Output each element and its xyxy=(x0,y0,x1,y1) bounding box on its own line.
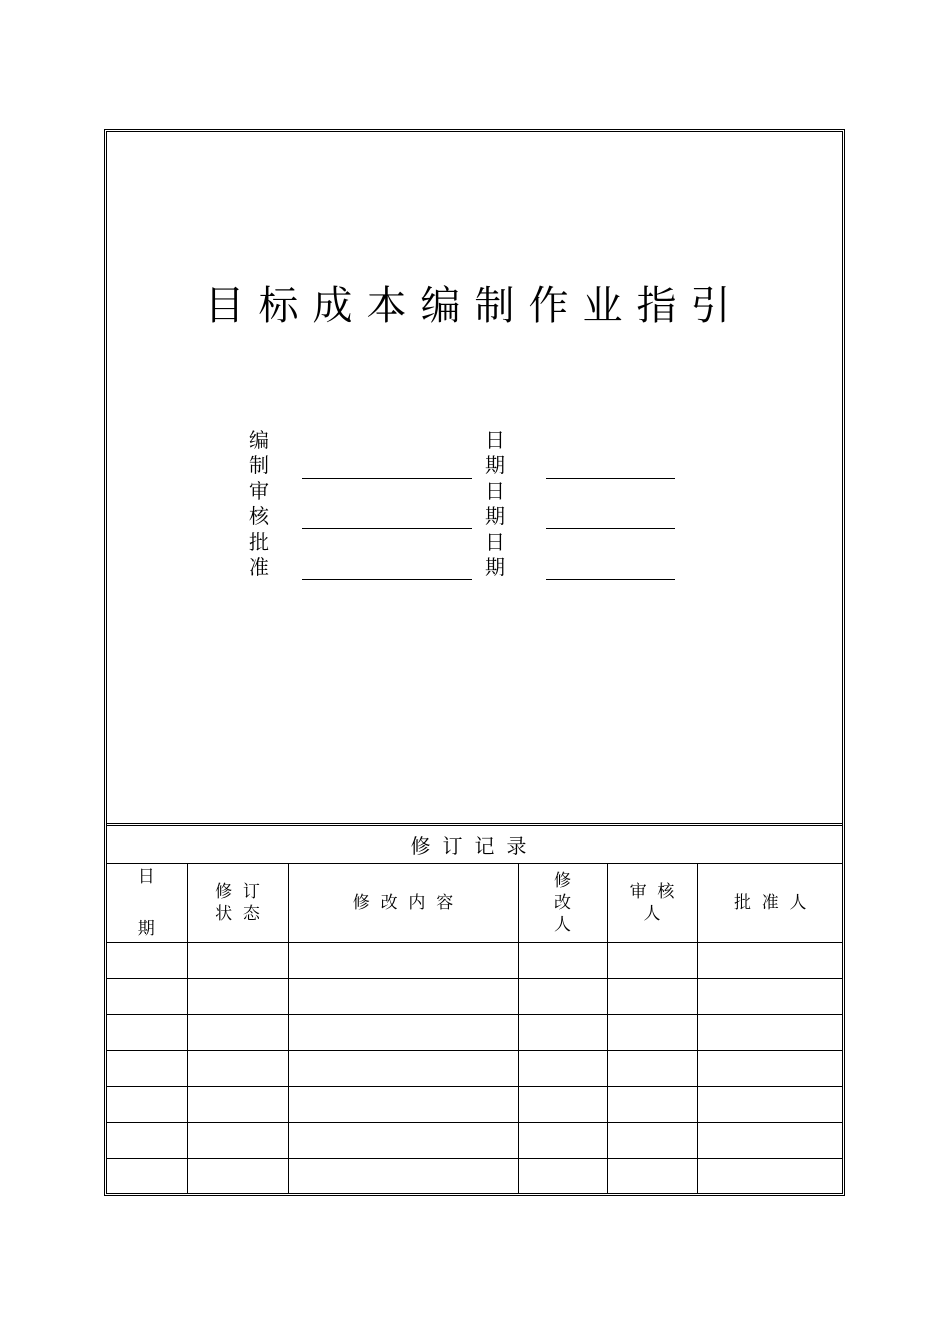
cell-approver[interactable] xyxy=(697,979,843,1015)
cell-revision-status[interactable] xyxy=(187,1051,288,1087)
cell-modifier[interactable] xyxy=(518,979,607,1015)
revision-record-title: 修订记录 xyxy=(106,828,843,864)
cell-approver[interactable] xyxy=(697,1015,843,1051)
cell-date[interactable] xyxy=(106,1051,187,1087)
cell-revision-status[interactable] xyxy=(187,943,288,979)
approved-by-line xyxy=(302,579,472,580)
cell-revision-content[interactable] xyxy=(288,1159,518,1195)
date-label-approved-char2: 期 xyxy=(485,555,505,579)
cell-revision-status[interactable] xyxy=(187,1123,288,1159)
cell-reviewer[interactable] xyxy=(607,943,697,979)
header-modifier: 修 改 人 xyxy=(518,864,607,943)
revision-header-row xyxy=(106,864,843,943)
cell-modifier[interactable] xyxy=(518,943,607,979)
header-revision-status: 修 订 状 态 xyxy=(187,864,288,943)
role-label-prepared-char2: 制 xyxy=(249,453,269,477)
table-row xyxy=(106,979,843,1015)
cell-revision-content[interactable] xyxy=(288,1015,518,1051)
role-label-approved-char1: 批 xyxy=(249,530,269,554)
role-label-approved-char2: 准 xyxy=(249,555,269,579)
date-label-reviewed-char2: 期 xyxy=(485,504,505,528)
cell-revision-content[interactable] xyxy=(288,1051,518,1087)
cell-date[interactable] xyxy=(106,1159,187,1195)
revision-record-body xyxy=(106,943,843,1195)
header-date: 日 期 xyxy=(106,864,187,943)
role-label-reviewed-char2: 核 xyxy=(249,504,269,528)
cell-revision-content[interactable] xyxy=(288,979,518,1015)
cell-modifier[interactable] xyxy=(518,1015,607,1051)
cell-modifier[interactable] xyxy=(518,1123,607,1159)
cell-date[interactable] xyxy=(106,1015,187,1051)
approved-date-line xyxy=(546,579,675,580)
cell-approver[interactable] xyxy=(697,1051,843,1087)
prepared-date-line xyxy=(546,478,675,479)
reviewed-by-line xyxy=(302,528,472,529)
header-revision-content: 修 改 内 容 xyxy=(288,864,518,943)
cell-modifier[interactable] xyxy=(518,1159,607,1195)
table-row xyxy=(106,1015,843,1051)
table-row xyxy=(106,1051,843,1087)
cell-modifier[interactable] xyxy=(518,1051,607,1087)
prepared-by-line xyxy=(302,478,472,479)
cell-reviewer[interactable] xyxy=(607,1051,697,1087)
cell-reviewer[interactable] xyxy=(607,1015,697,1051)
header-approver: 批 准 人 xyxy=(697,864,843,943)
document-title: 目标成本编制作业指引 xyxy=(204,283,745,329)
role-label-reviewed-char1: 审 xyxy=(249,479,269,503)
cell-modifier[interactable] xyxy=(518,1087,607,1123)
cell-reviewer[interactable] xyxy=(607,1123,697,1159)
cell-date[interactable] xyxy=(106,1123,187,1159)
reviewed-date-line xyxy=(546,528,675,529)
cell-revision-content[interactable] xyxy=(288,943,518,979)
cell-approver[interactable] xyxy=(697,1159,843,1195)
cell-revision-content[interactable] xyxy=(288,1087,518,1123)
cell-revision-status[interactable] xyxy=(187,979,288,1015)
cell-revision-content[interactable] xyxy=(288,1123,518,1159)
date-label-approved-char1: 日 xyxy=(485,530,505,554)
role-label-prepared-char1: 编 xyxy=(249,428,269,452)
cell-reviewer[interactable] xyxy=(607,1159,697,1195)
date-label-prepared-char1: 日 xyxy=(485,428,505,452)
cell-date[interactable] xyxy=(106,1087,187,1123)
header-reviewer: 审 核 人 xyxy=(607,864,697,943)
date-label-prepared-char2: 期 xyxy=(485,453,505,477)
cell-reviewer[interactable] xyxy=(607,1087,697,1123)
cell-revision-status[interactable] xyxy=(187,1159,288,1195)
table-row xyxy=(106,943,843,979)
cell-revision-status[interactable] xyxy=(187,1087,288,1123)
date-label-reviewed-char1: 日 xyxy=(485,479,505,503)
revision-record-table xyxy=(106,864,843,1194)
cell-revision-status[interactable] xyxy=(187,1015,288,1051)
cell-approver[interactable] xyxy=(697,943,843,979)
section-divider xyxy=(106,823,843,826)
cell-approver[interactable] xyxy=(697,1123,843,1159)
cell-date[interactable] xyxy=(106,979,187,1015)
cell-reviewer[interactable] xyxy=(607,979,697,1015)
cell-approver[interactable] xyxy=(697,1087,843,1123)
table-row xyxy=(106,1123,843,1159)
table-row xyxy=(106,1087,843,1123)
table-row xyxy=(106,1159,843,1195)
cell-date[interactable] xyxy=(106,943,187,979)
